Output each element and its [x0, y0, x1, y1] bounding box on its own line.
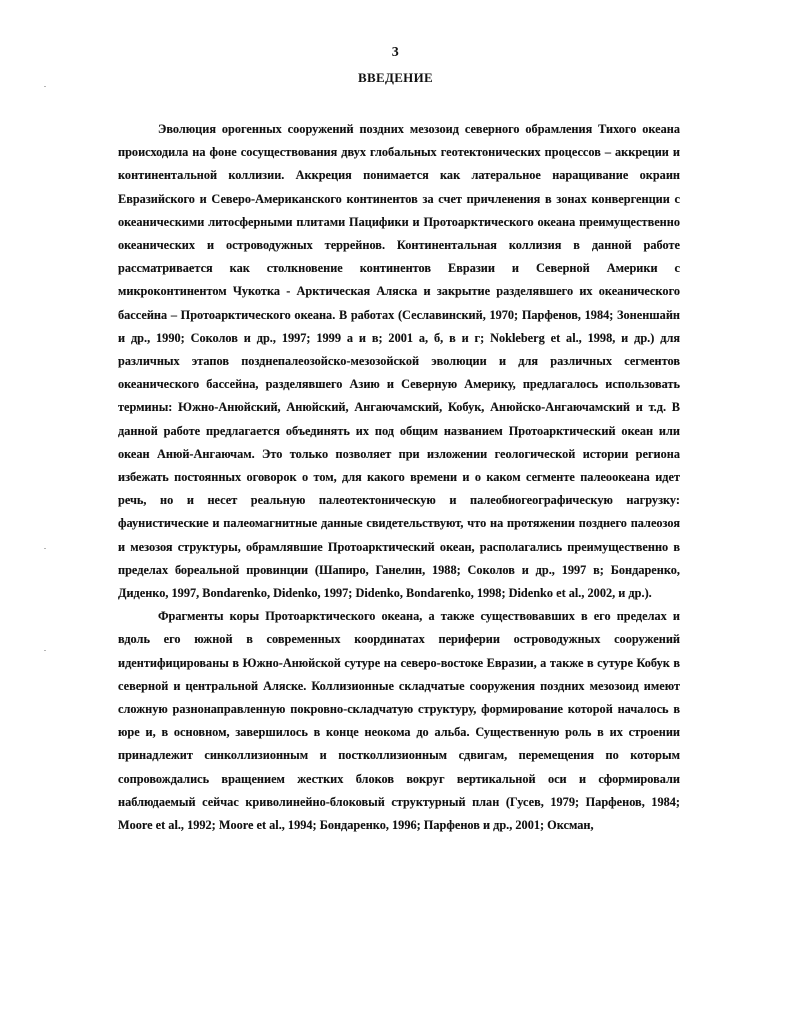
scan-speck	[44, 548, 46, 549]
page-number: 3	[391, 45, 400, 60]
scan-speck	[44, 650, 46, 651]
scan-speck	[44, 86, 46, 87]
section-heading: ВВЕДЕНИЕ	[358, 70, 433, 85]
body-text	[118, 118, 680, 837]
paragraph: Эволюция орогенных сооружений поздних мезозоид северного обрамления Тихого океана происходила на фоне сосуществования двух глобальных геотектонических процессов – аккреции и континентальной коллизии. Аккреция понимается как латеральное наращивание окраин Евразийского и Северо-Американского континентов за счет причленения в зонах конвергенции с океаническими литосферными плитами Пацифики и Протоарктического океана преимущественно океанических и островодужных террейнов. Континентальная коллизия в данной работе рассматривается как столкновение континентов Евразии и Северной Америки с микроконтинентом Чукотка - Арктическая Аляска и закрытие разделявшего их океанического бассейна – Протоарктического океана. В работах (Сеславинский, 1970; Парфенов, 1984; Зоненшайн и др., 1990; Соколов и др., 1997; 1999 а и в; 2001 а, б, в и г; Nokleberg et al., 1998, и др.) для различных этапов позднепалеозойско-мезозойской эволюции и для различных сегментов океанического бассейна, разделявшего Азию и Северную Америку, предлагалось использовать термины: Южно-Анюйский, Анюйский, Ангаючамский, Кобук, Анюйско-Ангаючамский и т.д. В данной работе предлагается объединять их под общим названием Протоарктический океан или океан Анюй-Ангаючам. Это только позволяет при изложении геологической истории региона избежать постоянных оговорок о том, для какого времени и о каком сегменте палеоокеана идет речь, но и несет реальную палеотектоническую и палеобиогеографическую нагрузку: фаунистические и палеомагнитные данные свидетельствуют, что на протяжении позднего палеозоя и мезозоя структуры, обрамлявшие Протоарктический океан, располагались преимущественно в пределах бореальной провинции (Шапиро, Ганелин, 1988; Соколов и др., 1997 в; Бондаренко, Диденко, 1997, Bondarenko, Didenko, 1997; Didenko, Bondarenko, 1998; Didenko et al., 2002, и др.).	[118, 122, 680, 601]
paragraph: Фрагменты коры Протоарктического океана, а также существовавших в его пределах и вдоль его южной в современных координатах периферии островодужных сооружений идентифицированы в Южно-Анюйской сутуре на северо-востоке Евразии, а также в сутуре Кобук в северной и центральной Аляске. Коллизионные складчатые сооружения поздних мезозоид имеют сложную разнонаправленную покровно-складчатую структуру, формирование которой началось в юре и, в основном, завершилось в конце неокома до альба. Существенную роль в их строении принадлежит синколлизионным и постколлизионным сдвигам, перемещения по которым сопровождались вращением жестких блоков вокруг вертикальной оси и сформировали наблюдаемый сейчас криволинейно-блоковый структурный план (Гусев, 1979; Парфенов, 1984; Moore et al., 1992; Moore et al., 1994; Бондаренко, 1996; Парфенов и др., 2001; Оксман,	[118, 609, 680, 833]
